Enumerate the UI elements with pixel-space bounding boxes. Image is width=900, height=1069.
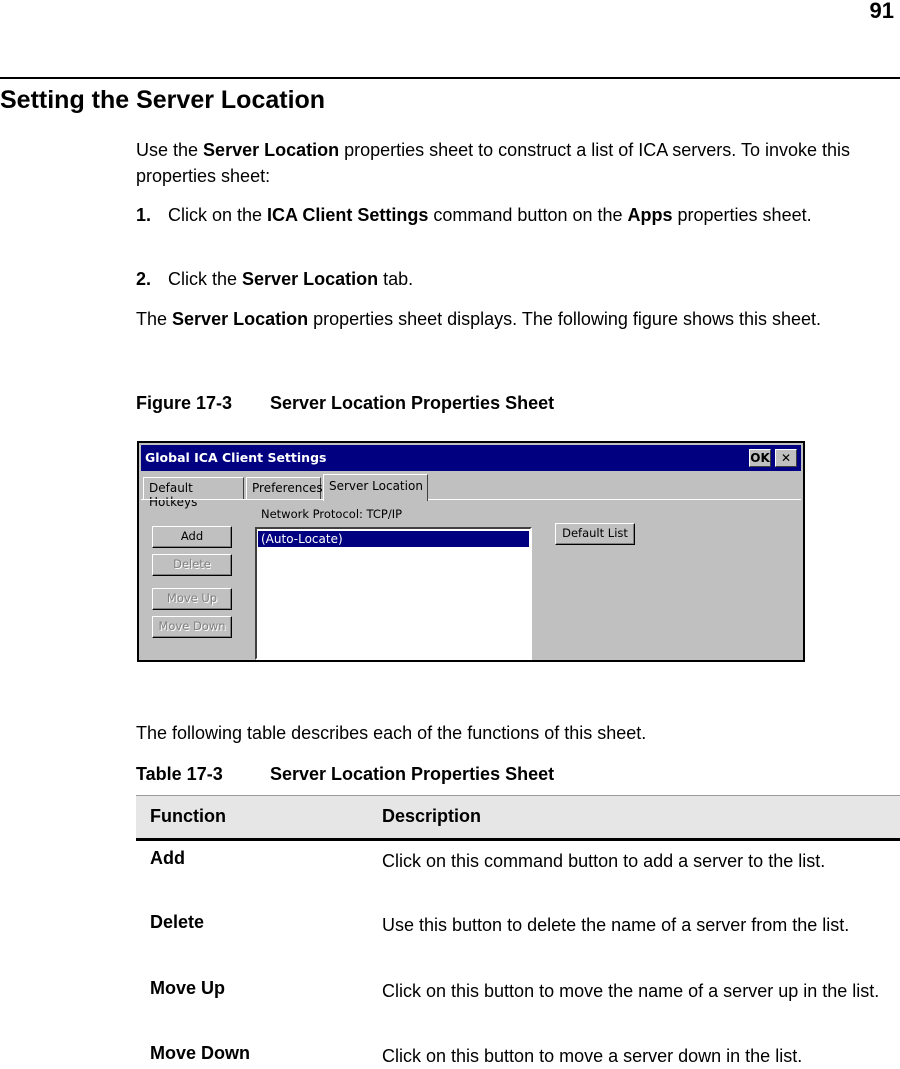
- dialog-title: Global ICA Client Settings: [145, 450, 327, 465]
- step-1-text-1: Click on the: [168, 205, 268, 225]
- move-up-button[interactable]: Move Up: [152, 588, 232, 610]
- row-description: Click on this button to move the name of a server up in the list.: [382, 981, 880, 1001]
- row-function: Move Down: [150, 1043, 251, 1063]
- tab-preferences[interactable]: Preferences: [246, 477, 321, 499]
- tab-default-hotkeys[interactable]: Default Hotkeys: [143, 477, 244, 499]
- step-number: 2.: [136, 269, 152, 289]
- row-description: Click on this button to move a server down in the list.: [382, 1046, 803, 1066]
- result-text-1: The: [136, 309, 173, 329]
- result-bold-1: Server Location: [172, 309, 309, 329]
- figure-caption-label: Figure 17-3: [136, 393, 233, 413]
- header-function: Function: [150, 806, 226, 826]
- step-2-bold-1: Server Location: [242, 269, 379, 289]
- ok-button[interactable]: OK: [750, 451, 770, 465]
- row-function: Delete: [150, 912, 205, 932]
- table-caption-title: Server Location Properties Sheet: [270, 764, 555, 784]
- intro-bold-1: Server Location: [203, 140, 340, 160]
- network-protocol-label: Network Protocol: TCP/IP: [261, 507, 403, 521]
- settings-dialog: [137, 441, 805, 662]
- tab-server-location[interactable]: Server Location: [323, 474, 428, 501]
- table-caption: [136, 764, 554, 785]
- section-title: Setting the Server Location: [0, 86, 326, 114]
- row-description: Click on this command button to add a server to the list.: [382, 851, 826, 871]
- row-function: Move Up: [150, 978, 226, 998]
- step-1-bold-1: ICA Client Settings: [267, 205, 429, 225]
- step-1-text-2: command button on the: [428, 205, 628, 225]
- table-header: [136, 795, 900, 841]
- page-number: 91: [869, 0, 894, 23]
- figure-caption-title: Server Location Properties Sheet: [270, 393, 555, 413]
- header-rule: [0, 77, 900, 79]
- close-icon[interactable]: ✕: [775, 449, 797, 467]
- intro-text-2: properties sheet to construct a list of ICA servers. To invoke this properties sheet:: [136, 140, 850, 186]
- row-function: Add: [150, 848, 185, 868]
- server-listbox[interactable]: [255, 527, 532, 660]
- list-item[interactable]: (Auto-Locate): [258, 531, 529, 547]
- header-description: Description: [382, 806, 482, 826]
- result-paragraph: [136, 306, 876, 332]
- step-1-bold-2: Apps: [627, 205, 673, 225]
- step-1: [136, 202, 876, 254]
- default-list-button[interactable]: Default List: [555, 523, 635, 545]
- row-description: Use this button to delete the name of a server from the list.: [382, 915, 850, 935]
- add-button[interactable]: Add: [152, 526, 232, 548]
- step-2-text-2: tab.: [378, 269, 414, 289]
- intro-text-1: Use the: [136, 140, 204, 160]
- delete-button[interactable]: Delete: [152, 554, 232, 576]
- step-text: [168, 202, 868, 228]
- table-caption-label: Table 17-3: [136, 764, 223, 784]
- result-text-2: properties sheet displays. The following figure shows this sheet.: [308, 309, 822, 329]
- step-text: [168, 266, 868, 292]
- table-intro: The following table describes each of the functions of this sheet.: [136, 723, 647, 743]
- move-down-button[interactable]: Move Down: [152, 616, 232, 638]
- intro-paragraph: [136, 137, 876, 189]
- step-1-text-3: properties sheet.: [672, 205, 812, 225]
- step-2-text-1: Click the: [168, 269, 243, 289]
- dialog-titlebar: [141, 445, 801, 471]
- figure-caption: [136, 393, 554, 414]
- step-number: 1.: [136, 205, 152, 225]
- step-2: [136, 266, 876, 292]
